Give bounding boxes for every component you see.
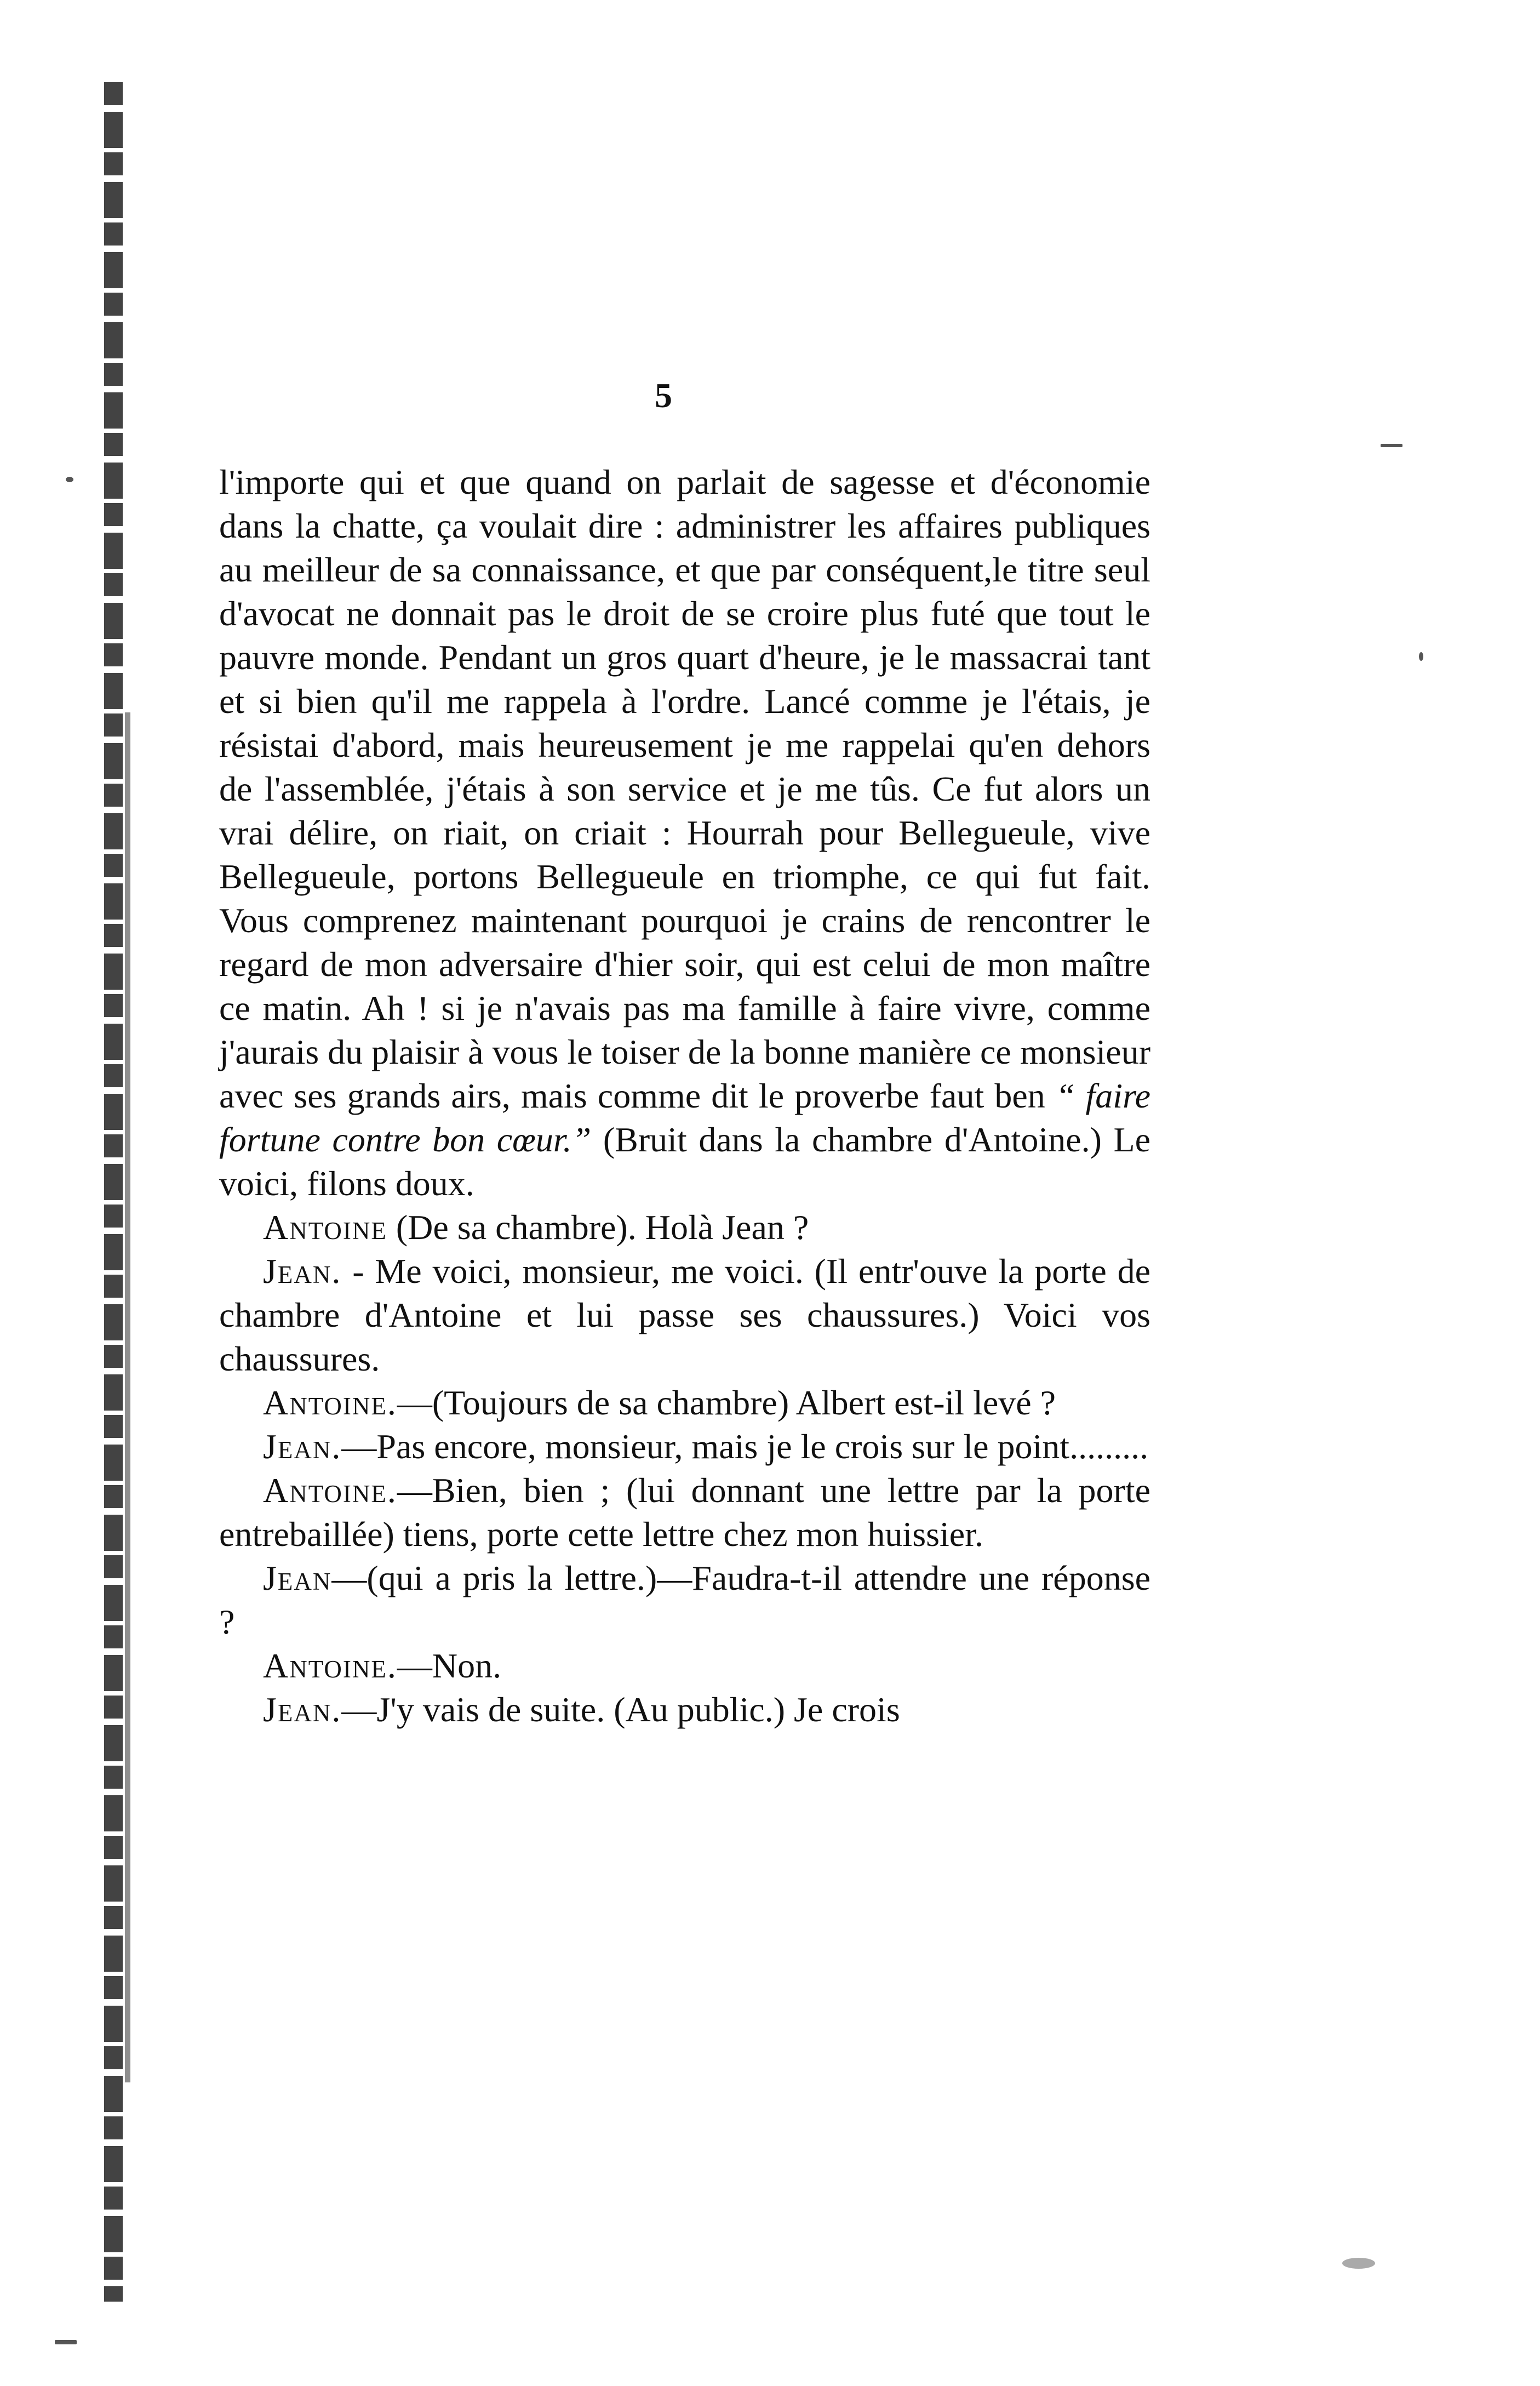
speaker-name: Antoine [263,1208,387,1247]
book-binding-shadow [125,712,130,2082]
dialogue-line [219,1206,1150,1249]
dialogue-line [219,1644,1150,1688]
dialogue-line [219,1688,1150,1732]
speaker-name: Antoine. [263,1383,397,1422]
proverb-quote: “ faire fortune contre bon cœur.” [219,1076,1151,1159]
dialogue-text: —(qui a pris la lettre.)—Faudra-t-il attendre une réponse ? [219,1559,1150,1641]
speaker-name: Antoine. [263,1646,397,1685]
dialogue-text: —Non. [397,1646,502,1685]
scan-speck [1419,652,1423,661]
dialogue-text: —Bien, bien ; (lui donnant une lettre par la porte entrebaillée) tiens, porte cette lettre chez mon huissier. [219,1471,1150,1554]
speaker-name: Jean. [263,1252,342,1291]
play-text [219,460,1150,1732]
page-number: 5 [655,376,672,415]
dialogue-text: - Me voici, monsieur, me voici. (Il entr'ouve la porte de chambre d'Antoine et lui passe ses chaussures.) Voici vos chaussures. [219,1252,1150,1378]
scan-speck [1381,444,1402,447]
speaker-name: Jean. [263,1690,342,1729]
paragraph-text: l'importe qui et que quand on parlait de sagesse et d'économie dans la chatte, ça voulait dire : administrer les affaires publiques au meilleur de sa connaissance, et que par conséquent,le titre seul d'avocat ne donnait pas le droit de se croire plus futé que tout le pauvre monde. Pendant un gros quart d'heure, je le massacrai tant et si bien qu'il me rappela à l'ordre. Lancé comme je l'étais, je résistai d'abord, mais heureusement je me rappelai qu'en dehors de l'assemblée, j'étais à son service et je me tûs. Ce fut alors un vrai délire, on riait, on criait : Hourrah pour Bellegueule, vive Bellegueule, portons Bellegueule en triomphe, ce qui fut fait. Vous comprenez maintenant pourquoi je crains de rencontrer le regard de mon adversaire d'hier soir, qui est celui de mon maître ce matin. Ah ! si je n'avais pas ma famille à faire vivre, comme j'aurais du plaisir à vous le toiser de la bonne manière ce monsieur avec ses grands airs, mais comme dit le proverbe faut ben [219,463,1150,1115]
book-binding-edge [104,82,123,2302]
dialogue-text: (De sa chambre). Holà Jean ? [387,1208,809,1247]
scan-speck [1342,2258,1375,2269]
dialogue-text: —J'y vais de suite. (Au public.) Je crois [341,1690,900,1729]
narrative-paragraph [219,460,1150,1206]
speaker-name: Antoine. [263,1471,397,1510]
dialogue-text: —Pas encore, monsieur, mais je le crois sur le point......... [341,1427,1149,1466]
dialogue-line [219,1249,1150,1381]
stage-direction-text: (Bruit dans la chambre d'Antoine.) Le voici, filons doux. [219,1120,1151,1203]
scan-speck [55,2340,77,2344]
speaker-name: Jean. [263,1427,342,1466]
dialogue-line [219,1425,1150,1469]
scan-speck [66,477,73,482]
dialogue-line [219,1556,1150,1644]
dialogue-line [219,1381,1150,1425]
speaker-name: Jean [263,1559,332,1597]
dialogue-text: —(Toujours de sa chambre) Albert est-il levé ? [397,1383,1056,1422]
dialogue-line [219,1469,1150,1556]
